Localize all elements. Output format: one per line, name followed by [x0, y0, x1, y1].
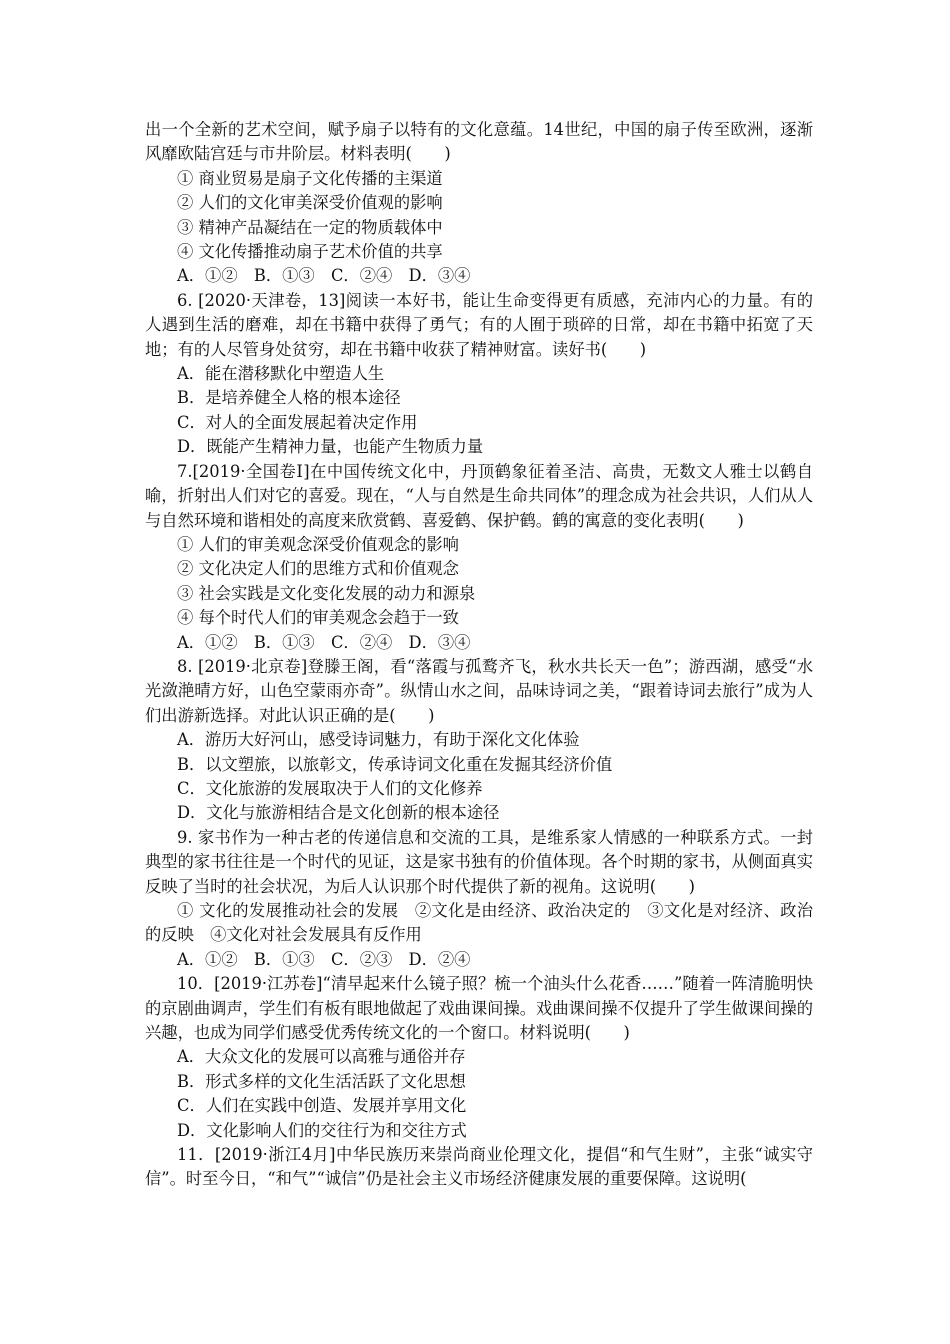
- q6-option-b: B．是培养健全人格的根本途径: [177, 388, 401, 408]
- q8-option-d: D．文化与旅游相结合是文化创新的根本途径: [177, 803, 500, 823]
- q8-option-a: A．游历大好河山，感受诗词魅力，有助于深化文化体验: [177, 730, 580, 750]
- q11-stem: 11．[2019·浙江4月]中华民族历来崇尚商业伦理文化，提倡“和气生财”，主张“诚实守信”。时至今日，“和气”“诚信”仍是社会主义市场经济健康发展的重要保障。这说明(: [145, 1145, 813, 1189]
- q7-stem: 7.[2019·全国卷Ⅰ]在中国传统文化中，丹顶鹤象征着圣洁、高贵，无数文人雅士以鹤自喻，折射出人们对它的喜爱。现在，“人与自然是生命共同体”的理念成为社会共识，人们从人与自然环境和谐相处的高度来欣赏鹤、喜爱鹤、保护鹤。鹤的寓意的变化表明( ): [145, 461, 813, 530]
- q8-stem: 8. [2019·北京卷]登滕王阁，看“落霞与孤鹜齐飞，秋水共长天一色”；游西湖，感受“水光潋滟晴方好，山色空蒙雨亦奇”。纵情山水之间，品味诗词之美，“跟着诗词去旅行”成为人们出游新选择。对此认识正确的是( ): [145, 656, 813, 725]
- q10-option-c: C．人们在实践中创造、发展并享用文化: [177, 1096, 467, 1116]
- q7-item-2: ② 文化决定人们的思维方式和价值观念: [177, 559, 459, 579]
- q10-stem: 10．[2019·江苏卷]“清早起来什么镜子照？梳一个油头什么花香……”随着一阵清脆明快的京剧曲调声，学生们有板有眼地做起了戏曲课间操。戏曲课间操不仅提升了学生做课间操的兴趣，也成为同学们感受优秀传统文化的一个窗口。材料说明( ): [145, 974, 813, 1043]
- q5-item-3: ③ 精神产品凝结在一定的物质载体中: [177, 217, 443, 237]
- q7-answer-choices: A．①② B．①③ C．②④ D．③④: [177, 632, 471, 652]
- q10-option-d: D．文化影响人们的交往行为和交往方式: [177, 1120, 467, 1140]
- q6-option-a: A．能在潜移默化中塑造人生: [177, 364, 385, 384]
- q6-option-d: D．既能产生精神力量，也能产生物质力量: [177, 437, 484, 457]
- q5-answer-choices: A．①② B．①③ C．②④ D．③④: [177, 266, 471, 286]
- q7-item-4: ④ 每个时代人们的审美观念会趋于一致: [177, 608, 459, 628]
- q7-item-3: ③ 社会实践是文化变化发展的动力和源泉: [177, 583, 476, 603]
- q10-option-a: A．大众文化的发展可以高雅与通俗并存: [177, 1047, 466, 1067]
- q5-stem-continued: 出一个全新的艺术空间，赋予扇子以特有的文化意蕴。14世纪，中国的扇子传至欧洲，逐渐风靡欧陆宫廷与市井阶层。材料表明( ): [145, 120, 813, 164]
- q5-item-1: ① 商业贸易是扇子文化传播的主渠道: [177, 168, 443, 188]
- q5-item-2: ② 人们的文化审美深受价值观的影响: [177, 193, 443, 213]
- q6-stem: 6. [2020·天津卷，13]阅读一本好书，能让生命变得更有质感，充沛内心的力量。有的人遇到生活的磨难，却在书籍中获得了勇气；有的人囿于琐碎的日常，却在书籍中拓宽了天地；有的人尽管身处贫穷，却在书籍中收获了精神财富。读好书( ): [145, 290, 813, 359]
- q9-answer-choices: A．①② B．①③ C．②③ D．②④: [177, 949, 471, 969]
- q9-stem: 9. 家书作为一种古老的传递信息和交流的工具，是维系家人情感的一种联系方式。一封典型的家书往往是一个时代的见证，这是家书独有的价值体现。各个时期的家书，从侧面真实反映了当时的社会状况，为后人认识那个时代提供了新的视角。这说明( ): [145, 827, 813, 896]
- q5-item-4: ④ 文化传播推动扇子艺术价值的共享: [177, 242, 443, 262]
- q9-items: ① 文化的发展推动社会的发展 ②文化是由经济、政治决定的 ③文化是对经济、政治的反映 ④文化对社会发展具有反作用: [145, 901, 813, 945]
- q7-item-1: ① 人们的审美观念深受价值观念的影响: [177, 534, 459, 554]
- q8-option-c: C．文化旅游的发展取决于人们的文化修养: [177, 778, 483, 798]
- q6-option-c: C．对人的全面发展起着决定作用: [177, 412, 418, 432]
- exam-page: [145, 118, 813, 1192]
- q8-option-b: B．以文塑旅，以旅彰文，传承诗词文化重在发掘其经济价值: [177, 754, 613, 774]
- q10-option-b: B．形式多样的文化生活活跃了文化思想: [177, 1071, 466, 1091]
